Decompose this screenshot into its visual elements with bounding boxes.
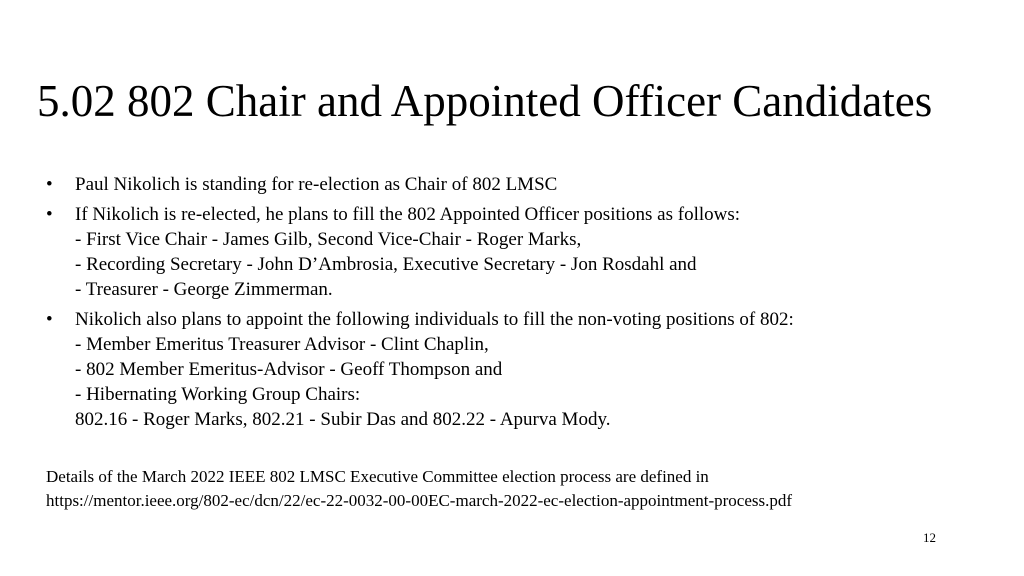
bullet-subline: - 802 Member Emeritus-Advisor - Geoff Thompson and <box>75 359 503 380</box>
footer-description: Details of the March 2022 IEEE 802 LMSC Executive Committee election process are defined in <box>46 467 709 486</box>
bullet-text: Paul Nikolich is standing for re-election as Chair of 802 LMSC <box>75 174 558 195</box>
bullet-subline: - First Vice Chair - James Gilb, Second Vice-Chair - Roger Marks, <box>75 229 582 250</box>
slide-title: 5.02 802 Chair and Appointed Officer Candidates <box>37 76 933 126</box>
bullet-item-non-voting-positions <box>46 307 946 432</box>
footer-reference-url: https://mentor.ieee.org/802-ec/dcn/22/ec-22-0032-00-00EC-march-2022-ec-election-appointment-process.pdf <box>46 491 793 510</box>
bullet-item-appointed-officers <box>46 202 946 302</box>
bullet-item-chair-candidate <box>46 172 946 197</box>
bullet-text: If Nikolich is re-elected, he plans to fill the 802 Appointed Officer positions as follows: <box>75 204 741 225</box>
bullet-list <box>46 172 946 437</box>
bullet-marker: • <box>46 174 53 195</box>
footer-notes <box>46 465 792 513</box>
bullet-subline: - Recording Secretary - John D’Ambrosia, Executive Secretary - Jon Rosdahl and <box>75 254 697 275</box>
bullet-text: Nikolich also plans to appoint the following individuals to fill the non-voting positions of 802: <box>75 309 794 330</box>
bullet-subline: - Treasurer - George Zimmerman. <box>75 279 333 300</box>
page-number: 12 <box>923 530 936 545</box>
bullet-marker: • <box>46 309 53 330</box>
bullet-marker: • <box>46 204 53 225</box>
bullet-subline: 802.16 - Roger Marks, 802.21 - Subir Das and 802.22 - Apurva Mody. <box>75 409 611 430</box>
bullet-subline: - Member Emeritus Treasurer Advisor - Clint Chaplin, <box>75 334 489 355</box>
bullet-subline: - Hibernating Working Group Chairs: <box>75 384 361 405</box>
